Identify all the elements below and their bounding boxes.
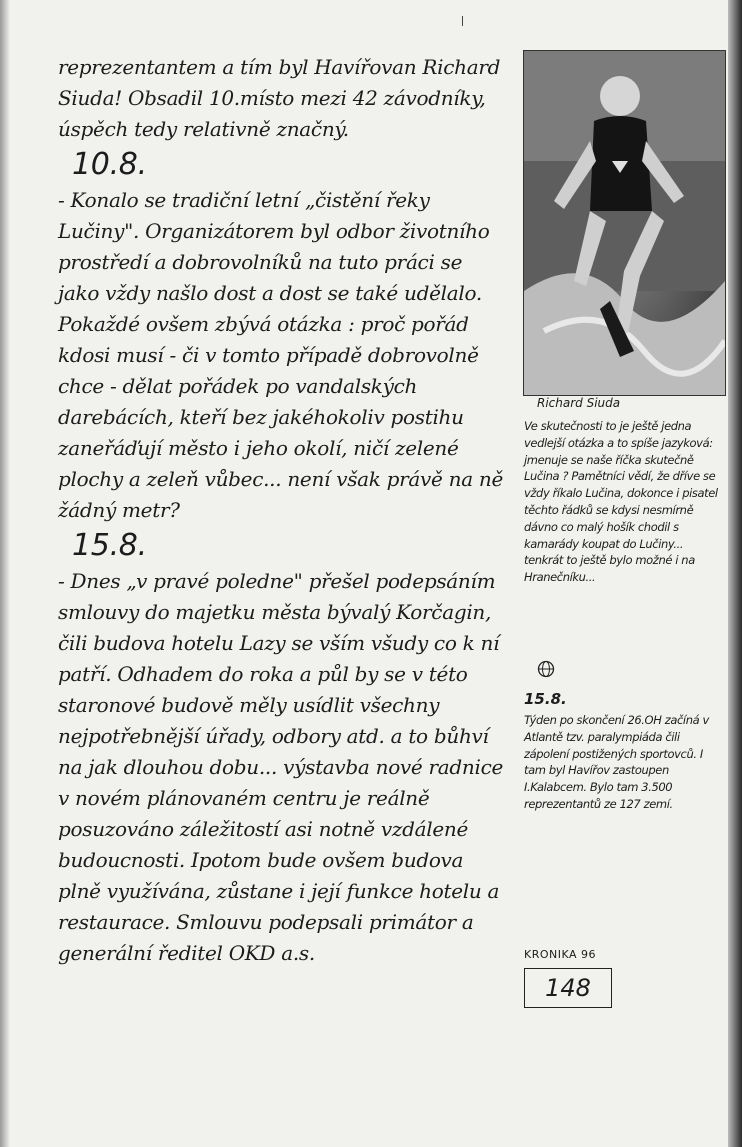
page-shadow-right <box>728 0 742 1147</box>
kronika-label: KRONIKA 96 <box>524 948 597 961</box>
intro-paragraph: reprezentantem a tím byl Havířovan Richard Siuda! Obsadil 10.místo mezi 42 závodníky, úspěch tedy relativně značný. <box>58 55 501 141</box>
side-note-paralympics <box>524 712 714 813</box>
page-number-box <box>524 968 612 1008</box>
side-note-lucina <box>524 418 720 586</box>
side-note-lucina-text: Ve skutečnosti to je ještě jedna vedlejší otázka a to spíše jazyková: jmenuje se naše říčka skutečně Lučina ? Pamětníci vědí, že dříve se vždy říkalo Lučina, dokonce i pisatel těchto řádků se kdysi nesmírně dávno co malý hošík chodil s kamarády koupat do Lučiny... tenkrát to ještě bylo možné i na Hranečníku... <box>524 419 718 585</box>
page-shadow-left <box>0 0 10 1147</box>
side-date-heading: 15.8. <box>524 690 567 708</box>
globe-icon <box>537 660 555 682</box>
main-handwritten-text <box>58 52 508 969</box>
paragraph-hotel-lazy: - Dnes „v pravé poledne" přešel podepsáním smlouvy do majetku města bývalý Korčagin, čili budova hotelu Lazy se vším všudy co k ní patří. Odhadem do roka a půl by se v této staronové budově měly usídlit všechny nejpotřebnější úřady, odbory atd. a to bůhví na jak dlouhou dobu... výstavba nové radnice v novém plánovaném centru je reálně posuzováno záležitostí asi notně vzdálené budoucnosti. Ipotom bude ovšem budova plně využívána, zůstane i její funkce hotelu a restaurace. Smlouvu podepsali primátor a generální ředitel OKD a.s. <box>58 569 504 965</box>
athlete-photo-illustration <box>524 51 725 395</box>
page-number: 148 <box>545 974 591 1002</box>
side-note-paralympics-text: Týden po skončení 26.OH začíná v Atlantě tzv. paralympiáda čili zápolení postižených sportovců. I tam byl Havířov zastoupen I.Kalabcem. Bylo tam 3.500 reprezentantů ze 127 zemí. <box>524 713 709 811</box>
date-heading-2: 15.8. <box>72 528 147 563</box>
photo-caption: Richard Siuda <box>537 396 621 410</box>
paragraph-river-cleaning: - Konalo se tradiční letní „čistění řeky Lučiny". Organizátorem byl odbor životního prostředí a dobrovolníků na tuto práci se jako vždy našlo dost a dost se také udělalo. Pokaždé ovšem zbývá otázka : proč pořád kdosi musí - či v tomto případě dobrovolně chce - dělat pořádek po vandalských darebácích, kteří bez jakéhokoliv postihu zaneřáďují město i jeho okolí, ničí zelené plochy a zeleň vůbec... není však právě na ně žádný metr? <box>58 188 504 522</box>
date-heading-1: 10.8. <box>72 147 147 182</box>
athlete-photo <box>523 50 726 396</box>
crop-mark <box>462 16 463 26</box>
